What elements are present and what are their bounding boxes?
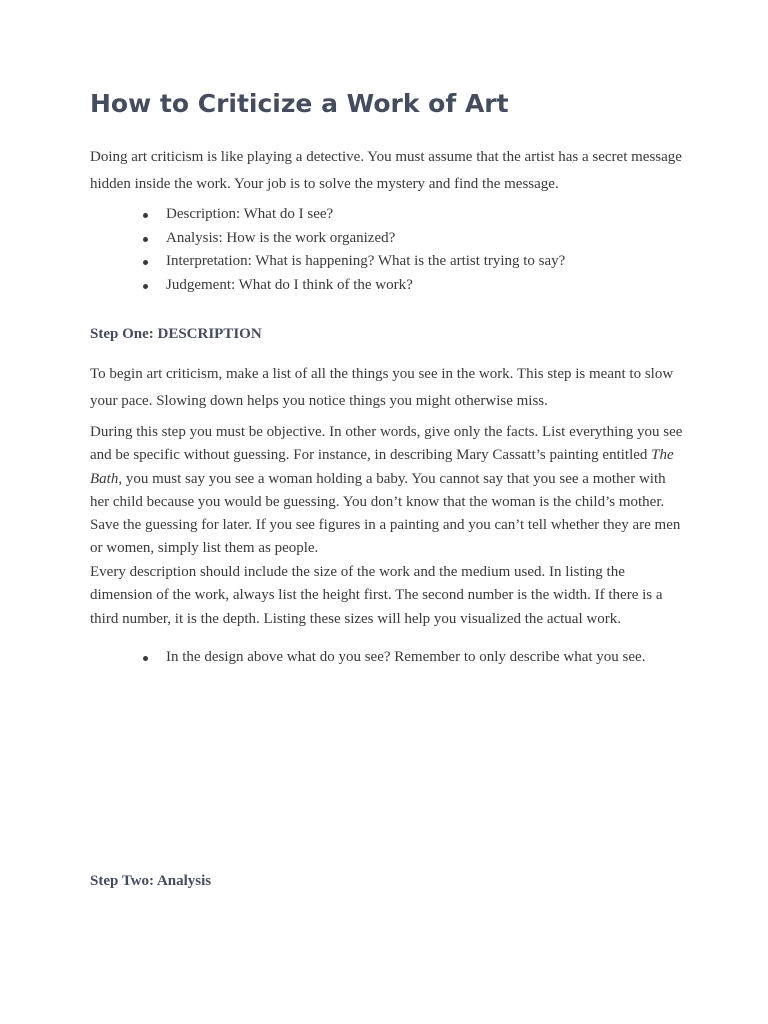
list-item: Interpretation: What is happening? What is the artist trying to say? <box>90 250 565 274</box>
step-one-paragraph-2: During this step you must be objective. In other words, give only the facts. List everything you see and be specific without guessing. For instance, in describing Mary Cassatt’s painting entitled The Bath, you must say you see a woman holding a baby. You cannot say that you see a mother with her child because you would be guessing. You don’t know that the woman is the child’s mother. Save the guessing for later. If you see figures in a painting and you can’t tell whether they are men or women, simply list them as people. <box>90 424 683 557</box>
steps-list <box>90 203 565 297</box>
step-one-heading: Step One: DESCRIPTION <box>90 326 262 342</box>
bullet-icon <box>143 237 148 242</box>
bullet-icon <box>143 213 148 218</box>
step-one-bullets <box>90 646 645 670</box>
bullet-icon <box>143 656 148 661</box>
intro-paragraph: Doing art criticism is like playing a detective. You must assume that the artist has a secret message hidden inside the work. Your job is to solve the mystery and find the message. <box>90 149 682 192</box>
list-item: Judgement: What do I think of the work? <box>90 274 565 298</box>
step-one-paragraph-1: To begin art criticism, make a list of all the things you see in the work. This step is meant to slow your pace. Slowing down helps you notice things you might otherwise miss. <box>90 366 674 409</box>
step-two-heading: Step Two: Analysis <box>90 873 212 889</box>
list-item: In the design above what do you see? Remember to only describe what you see. <box>90 646 645 670</box>
step-one-paragraph-3: Every description should include the size of the work and the medium used. In listing the dimension of the work, always list the height first. The second number is the width. If there is a third number, it is the depth. Listing these sizes will help you visualized the actual work. <box>90 564 663 627</box>
painting-title: The Bath <box>90 447 674 487</box>
bullet-icon <box>143 260 148 265</box>
bullet-icon <box>143 284 148 289</box>
list-item: Analysis: How is the work organized? <box>90 227 565 251</box>
list-item: Description: What do I see? <box>90 203 565 227</box>
page-title: How to Criticize a Work of Art <box>90 89 509 118</box>
